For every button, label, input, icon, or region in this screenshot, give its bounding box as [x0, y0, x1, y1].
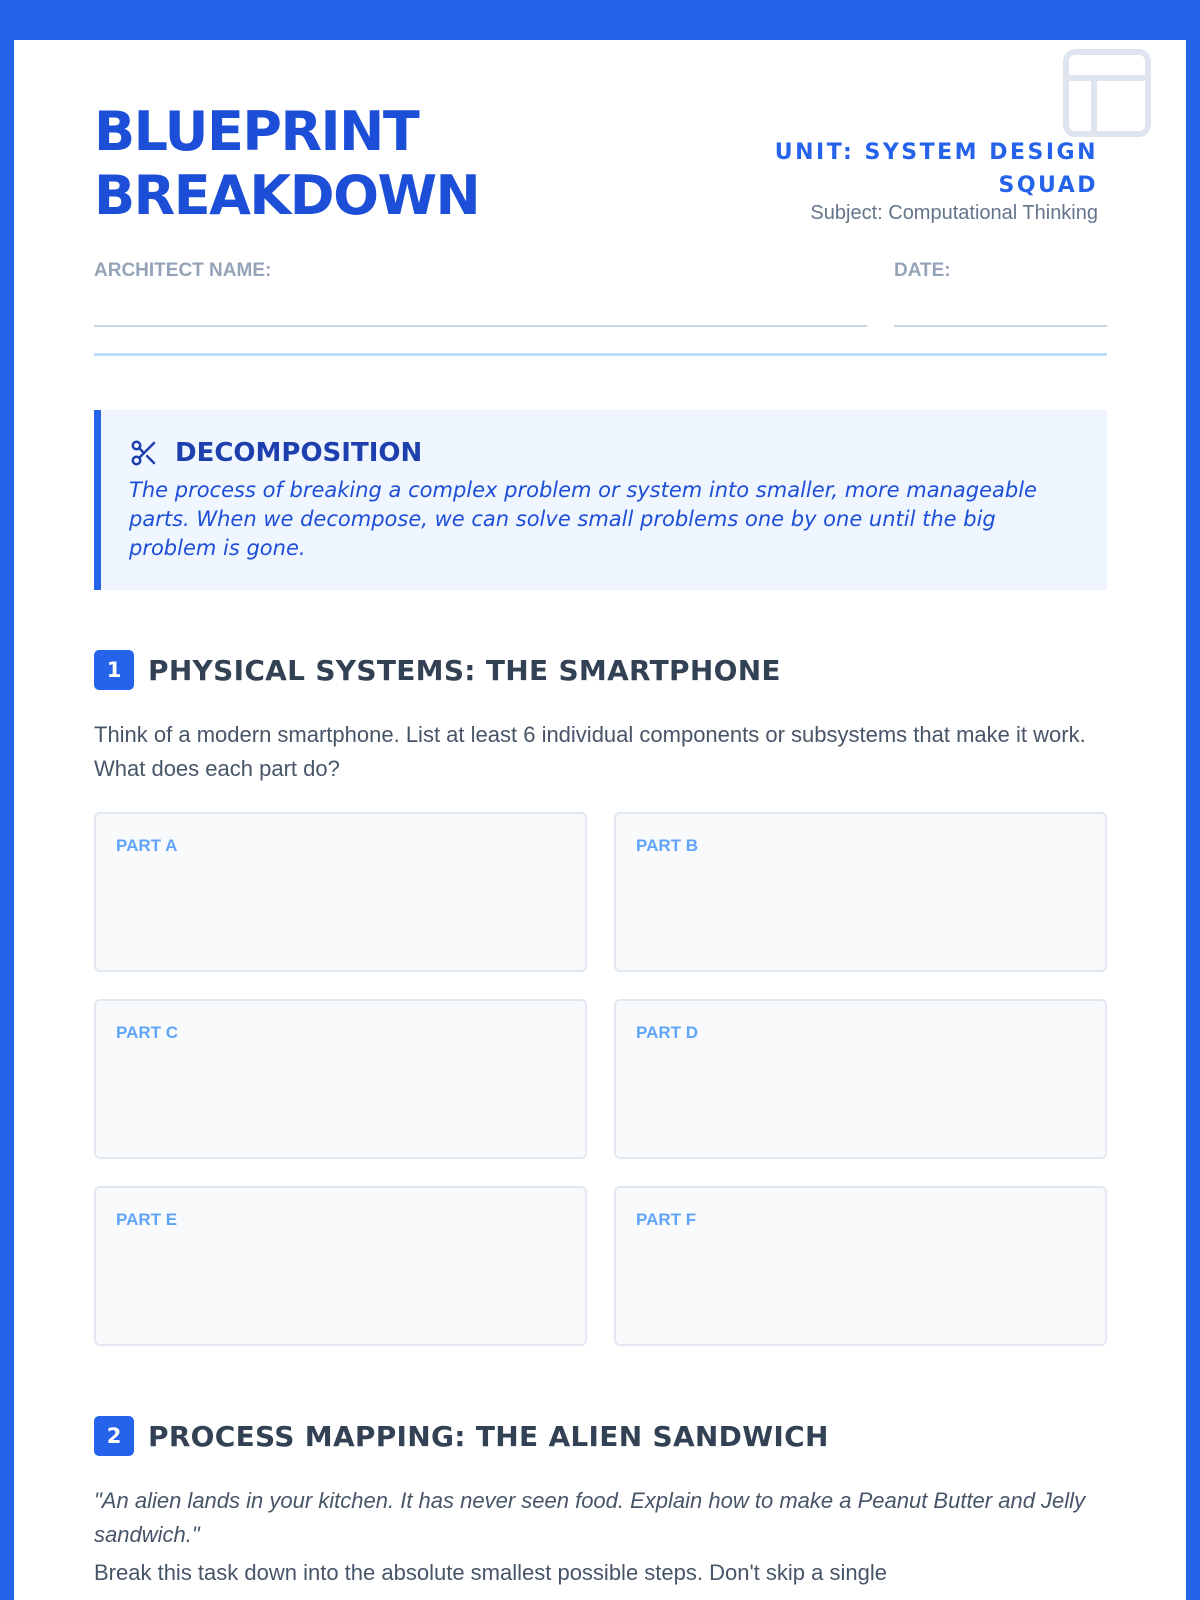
- section-2-instruction: Break this task down into the absolute smallest possible steps. Don't skip a single: [94, 1560, 887, 1585]
- section-2-title: PROCESS MAPPING: THE ALIEN SANDWICH: [148, 1419, 829, 1453]
- part-d-box[interactable]: [614, 999, 1107, 1159]
- architect-name-field[interactable]: [94, 325, 867, 327]
- section-2-header: [94, 1416, 829, 1456]
- callout-header: [129, 438, 1081, 468]
- part-f-box[interactable]: [614, 1186, 1107, 1346]
- part-c-box[interactable]: [94, 999, 587, 1159]
- definition-callout: [94, 410, 1107, 590]
- unit-info: [718, 136, 1098, 225]
- part-b-box[interactable]: [614, 812, 1107, 972]
- part-e-label: PART E: [116, 1210, 178, 1229]
- section-1-prompt: Think of a modern smartphone. List at least 6 individual components or subsystems that make it work. What does each part do?: [94, 722, 1086, 781]
- part-b-label: PART B: [636, 836, 699, 855]
- part-d-label: PART D: [636, 1023, 699, 1042]
- callout-text: The process of breaking a complex problem or system into smaller, more manageable parts. When we decompose, we can solve small problems one by one until the big problem is gone.: [129, 478, 1037, 560]
- part-e-box[interactable]: [94, 1186, 587, 1346]
- page-title: [94, 100, 714, 228]
- unit-subject: Subject: Computational Thinking: [810, 202, 1098, 224]
- date-field[interactable]: [894, 325, 1107, 327]
- part-c-label: PART C: [116, 1023, 179, 1042]
- date-label: DATE:: [894, 260, 951, 281]
- scissors-icon: [129, 438, 159, 468]
- part-a-box[interactable]: [94, 812, 587, 972]
- part-f-label: PART F: [636, 1210, 697, 1229]
- title-line-1: BLUEPRINT: [94, 100, 419, 163]
- layout-template-icon: [1062, 48, 1152, 138]
- section-2-number: 2: [94, 1416, 134, 1456]
- worksheet-page: [14, 40, 1186, 1600]
- section-1-number: 1: [94, 650, 134, 690]
- architect-name-label: ARCHITECT NAME:: [94, 260, 272, 281]
- section-1-header: [94, 650, 781, 690]
- section-2-quote: "An alien lands in your kitchen. It has never seen food. Explain how to make a Peanut Butter and Jelly sandwich.": [94, 1488, 1086, 1547]
- unit-title: UNIT: SYSTEM DESIGN SQUAD: [774, 140, 1098, 198]
- section-1-title: PHYSICAL SYSTEMS: THE SMARTPHONE: [148, 653, 781, 687]
- header-divider: [94, 353, 1107, 356]
- title-line-2: BREAKDOWN: [94, 164, 480, 227]
- callout-title: DECOMPOSITION: [175, 438, 423, 468]
- part-a-label: PART A: [116, 836, 178, 855]
